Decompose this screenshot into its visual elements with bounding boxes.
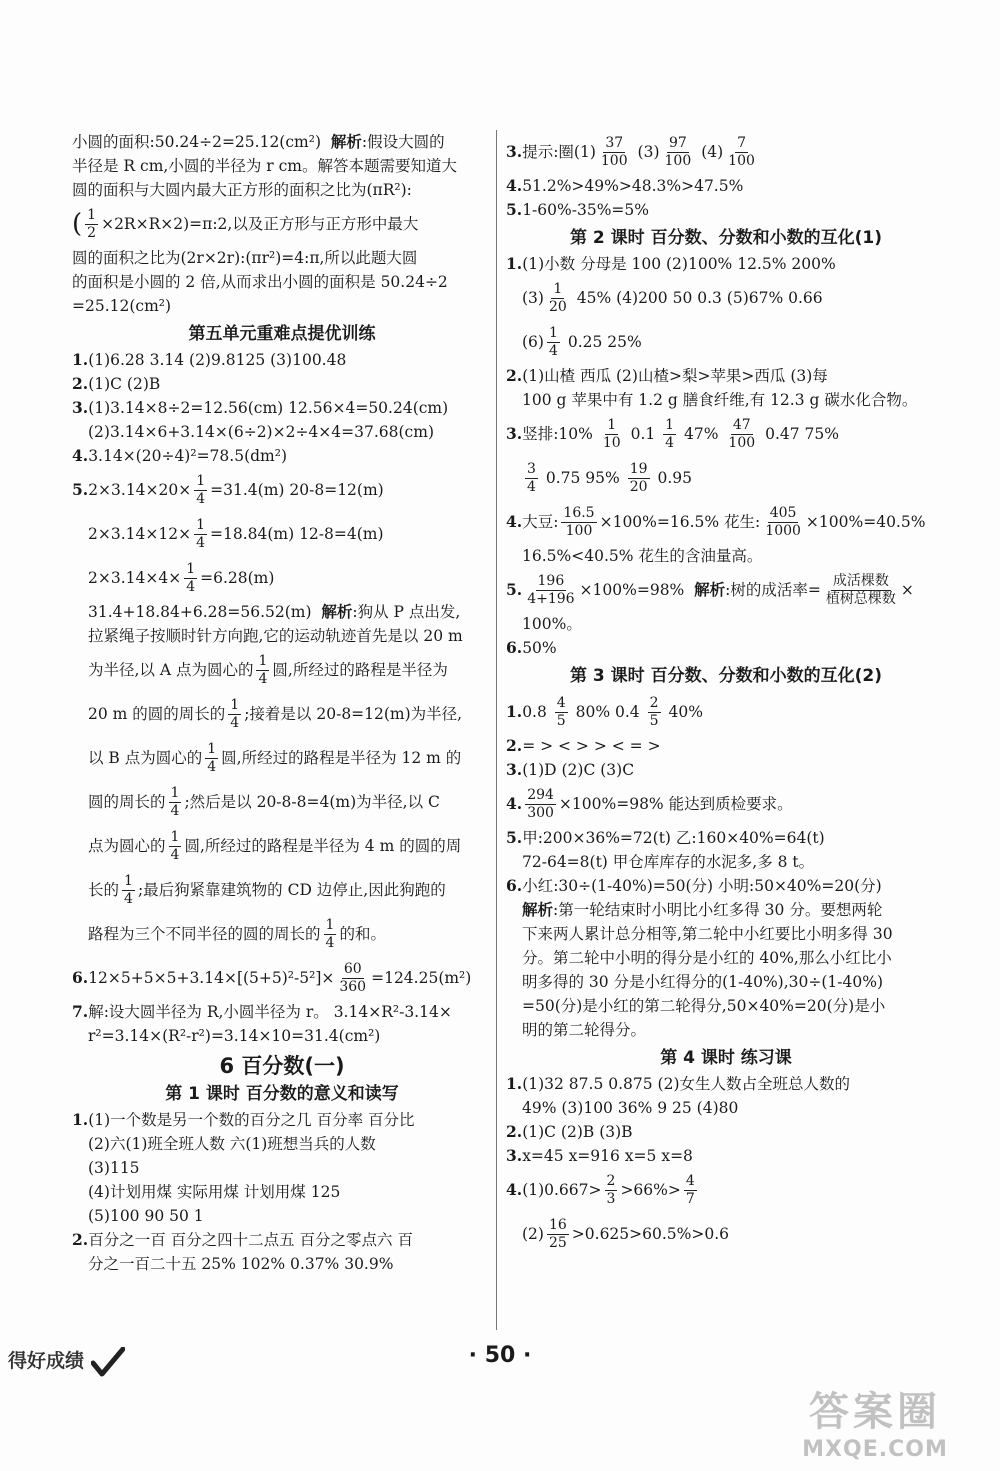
chapter-title: 6 百分数(一) [219,1054,345,1078]
answer-line: 3.(1)3.14×8÷2=12.56(cm) 12.56×4=50.24(cm) [72,398,449,417]
brand-logo: 得好成绩 [8,1346,125,1377]
answer-line: $\frac{3}{4}$ 0.75 95% $\frac{19}{20}$ 0.95 [527,460,692,495]
answer-line: 为半径,以 A 点为圆心的 $\frac{1}{4}$ 圆,所经过的路程是半径为 [88,652,448,687]
fraction: $\frac{1}{4}$ [170,828,180,863]
answer-line: 1.(1)32 87.5 0.875 (2)女生人数占全班总人数的 [506,1074,850,1093]
answer-line: 2.百分之一百 百分之四十二点五 百分之零点六 百 [72,1230,413,1249]
answer-line: 分之一百二十五 25% 102% 0.37% 30.9% [88,1255,394,1273]
answer-line: 100 g 苹果中有 1.2 g 膳食纤维,有 12.3 g 碳水化合物。 [522,391,918,409]
answer-line: 6. 12×5+5×5+3.14×[(5+5)²-5²]× $\frac{60}{360}$ =124.25(m²) [72,960,472,995]
answer-line: 4.51.2%>49%>48.3%>47.5% [506,176,744,195]
watermark: 答案圈 MXQE.COM [802,1389,948,1462]
answer-line: 2.= > < > > < = > [506,736,661,755]
answer-line: 1. 0.8 $\frac{4}{5}$ 80% 0.4 $\frac{2}{5}$ 40% [506,694,703,729]
answer-line: 1.(1)6.28 3.14 (2)9.8125 (3)100.48 [72,350,347,369]
column-divider [496,130,497,1330]
fraction: $\frac{1}{4}$ [186,560,196,595]
fraction: $\frac{1}{20}$ [548,280,567,315]
answer-line: 16.5%<40.5% 花生的含油量高。 [522,547,763,565]
section-heading: 第 4 课时 练习课 [660,1048,792,1068]
answer-line: (5)100 90 50 1 [88,1207,204,1225]
answer-line: 分。第二轮中小明的得分是小红的 40%,那么小红比小 [522,949,892,967]
answer-line: (2)六(1)班全班人数 六(1)班想当兵的人数 [88,1135,376,1153]
answer-line: 4.3.14×(20÷4)²=78.5(dm²) [72,446,287,465]
text-line: 圆的面积之比为(2r×2r):(πr²)=4:π,所以此题大圆 [72,249,418,267]
answer-line: 1.(1)一个数是另一个数的百分之几 百分率 百分比 [72,1110,415,1129]
text-line: 的面积是小圆的 2 倍,从而求出小圆的面积是 50.24÷2 [72,273,448,291]
fraction: $\frac{1}{4}$ [230,696,240,731]
fraction: $\frac{1}{4}$ [665,416,675,451]
page-number: · 50 · [468,1343,532,1368]
answer-line: 路程为三个不同半径的圆的周长的 $\frac{1}{4}$ 的和。 [88,916,386,951]
fraction: $\frac{3}{4}$ [527,460,536,495]
fraction: $\frac{1}{2}$ [87,206,97,241]
fraction: $\frac{405}{1000}$ [765,504,801,539]
answer-line: 6.小红:30÷(1-40%)=50(分) 小明:50×40%=20(分) [506,876,882,895]
answer-line: 5. 2×3.14×20× $\frac{1}{4}$ =31.4(m) 20-8=12(m) [72,472,384,507]
left-column [72,130,492,1276]
answer-line: 20 m 的圆的周长的 $\frac{1}{4}$ ;接着是以 20-8=12(m)为半径, [88,696,463,731]
answer-line: (2)3.14×6+3.14×(6÷2)×2÷4×4=37.68(cm) [88,423,434,441]
fraction: $\frac{\text{成活棵数}}{\text{植树总棵数}}$ [825,572,896,607]
fraction: $\frac{4}{5}$ [556,694,566,729]
answer-line: 以 B 点为圆心的 $\frac{1}{4}$ 圆,所经过的路程是半径为 12 m 的 [88,740,462,775]
answer-line: 2.(1)山楂 西瓜 (2)山楂>梨>苹果>西瓜 (3)每 [506,366,828,385]
text-line: =25.12(cm²) [72,297,172,315]
fraction: $\frac{2}{5}$ [649,694,659,729]
fraction: $\frac{1}{4}$ [124,872,133,907]
fraction: $\frac{1}{4}$ [548,324,558,359]
answer-line: 明多得的 30 分是小红得分的(1-40%),30÷(1-40%) [522,973,884,991]
fraction: $\frac{1}{4}$ [196,516,205,551]
answer-line: 3. 竖排:10% $\frac{1}{10}$ 0.1 $\frac{1}{4}$ 47% $\frac{47}{100}$ 0.47 75% [506,416,839,451]
fraction: $\frac{1}{10}$ [602,416,621,451]
answer-line: 2×3.14×4× $\frac{1}{4}$ =6.28(m) [88,560,275,595]
answer-line: 点为圆心的 $\frac{1}{4}$ 圆,所经过的路程是半径为 4 m 的圆的周 [88,828,462,863]
fraction: $\frac{16}{25}$ [548,1216,567,1251]
right-column [506,130,946,1256]
text-line: 圆的面积与大圆内最大正方形的面积之比为(πR²): [72,181,412,199]
fraction: $\frac{16.5}{100}$ [563,504,595,539]
fraction: $\frac{294}{300}$ [527,786,554,821]
answer-line: 下来两人累计总分相等,第二轮中小红要比小明多得 30 [522,925,893,943]
answer-line: 长的 $\frac{1}{4}$ ;最后狗紧靠建筑物的 CD 边停止,因此狗跑的 [88,872,446,907]
fraction: $\frac{47}{100}$ [728,416,756,451]
section-heading: 第 3 课时 百分数、分数和小数的互化(2) [570,666,882,686]
fraction: $\frac{196}{4+196}$ [527,572,575,607]
answer-line: 5.甲:200×36%=72(t) 乙:160×40%=64(t) [506,828,825,847]
answer-line: 5. $\frac{196}{4+196}$ ×100%=98% 解析 :树的成活率= $\frac{\text{成活棵数}}{\text{植树总棵数}}$ × [506,572,914,607]
section-heading: 第五单元重难点提优训练 [188,324,376,344]
answer-line: r²=3.14×(R²-r²)=3.14×10=31.4(cm²) [88,1027,381,1045]
answer-line: =50(分)是小红的第二轮得分,50×40%=20(分)是小 [522,997,886,1015]
text-line: 小圆的面积:50.24÷2=25.12(cm²) 解析:假设大圆的 [72,132,445,151]
fraction: $\frac{1}{4}$ [196,472,206,507]
answer-line: 圆的周长的 $\frac{1}{4}$ ;然后是以 20-8-8=4(m)为半径,以 C [88,784,440,819]
answer-line: 3. 提示:圈(1) $\frac{37}{100}$ (3) $\frac{97}{100}$ (4) $\frac{7}{100}$ [506,134,755,169]
text-line: ( $\frac{1}{2}$ ×2R×R×2)=π:2,以及正方形与正方形中最大 [72,206,419,241]
fraction: $\frac{60}{360}$ [339,960,367,995]
answer-line: 2×3.14×12× $\frac{1}{4}$ =18.84(m) 12-8=4(m) [88,516,384,551]
answer-line: 7.解:设大圆半径为 R,小圆半径为 r。 3.14×R²-3.14× [72,1002,452,1021]
answer-line: 100%。 [522,615,582,633]
fraction: $\frac{7}{100}$ [728,134,755,169]
section-heading: 第 2 课时 百分数、分数和小数的互化(1) [570,228,882,248]
text-line: 半径是 R cm,小圆的半径为 r cm。解答本题需要知道大 [72,157,457,175]
answer-line: (3)115 [88,1159,140,1177]
fraction: $\frac{1}{4}$ [207,740,217,775]
answer-line: 72-64=8(t) 甲仓库库存的水泥多,多 8 t。 [522,853,815,871]
fraction: $\frac{1}{4}$ [258,652,268,687]
answer-line: (3) $\frac{1}{20}$ 45% (4)200 50 0.3 (5)67% 0.66 [522,280,823,315]
answer-line: 4. (1)0.667> $\frac{2}{3}$ >66%> $\frac{4}{7}$ [506,1172,695,1207]
section-heading: 第 1 课时 百分数的意义和读写 [165,1084,399,1104]
fraction: $\frac{2}{3}$ [606,1172,616,1207]
fraction: $\frac{1}{4}$ [170,784,180,819]
answer-line: 5.1-60%-35%=5% [506,200,650,219]
answer-line: 3.x=45 x=916 x=5 x=8 [506,1146,693,1165]
answer-line: 31.4+18.84+6.28=56.52(m) 解析:狗从 P 点出发, [88,602,461,621]
answer-line: 1.(1)小数 分母是 100 (2)100% 12.5% 200% [506,254,836,273]
answer-line: (4)计划用煤 实际用煤 计划用煤 125 [88,1183,341,1201]
answer-line: 4. $\frac{294}{300}$ ×100%=98% 能达到质检要求。 [506,786,793,821]
answer-line: 6.50% [506,638,557,657]
fraction: $\frac{4}{7}$ [685,1172,695,1207]
answer-line: (6) $\frac{1}{4}$ 0.25 25% [522,324,642,359]
answer-line: (2) $\frac{16}{25}$ >0.625>60.5%>0.6 [522,1216,730,1251]
answer-line: 解析:第一轮结束时小明比小红多得 30 分。要想两轮 [522,900,883,919]
answer-line: 拉紧绳子按顺时针方向跑,它的运动轨迹首先是以 20 m [88,627,463,645]
answer-line: 2.(1)C (2)B (3)B [506,1122,633,1141]
answer-line: 2.(1)C (2)B [72,374,161,393]
fraction: $\frac{1}{4}$ [325,916,335,951]
fraction: $\frac{37}{100}$ [600,134,628,169]
answer-line: 4. 大豆: $\frac{16.5}{100}$ ×100%=16.5% 花生: $\frac{405}{1000}$ ×100%=40.5% [506,504,926,539]
fraction: $\frac{97}{100}$ [664,134,692,169]
answer-line: 明的第二轮得分。 [522,1021,647,1039]
answer-line: 49% (3)100 36% 9 25 (4)80 [522,1099,739,1117]
fraction: $\frac{19}{20}$ [629,460,648,495]
answer-line: 3.(1)D (2)C (3)C [506,760,635,779]
